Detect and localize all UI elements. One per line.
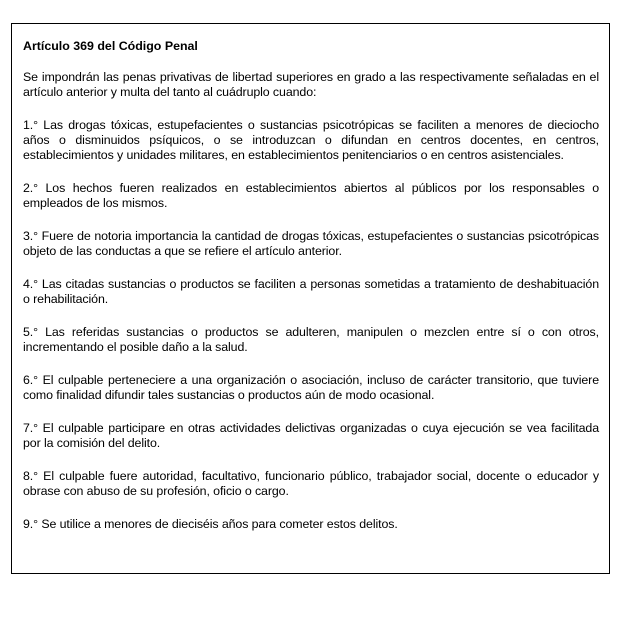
document-box xyxy=(11,23,610,574)
document-intro: Se impondrán las penas privativas de libertad superiores en grado a las respectivamente señaladas en el artículo anterior y multa del tanto al cuádruplo cuando: xyxy=(23,70,599,99)
document-item-2: 2.° Los hechos fueren realizados en establecimientos abiertos al públicos por los responsables o empleados de los mismos. xyxy=(23,181,599,210)
document-item-7: 7.° El culpable participare en otras actividades delictivas organizadas o cuya ejecución se vea facilitada por la comisión del delito. xyxy=(23,421,599,450)
document-item-3: 3.° Fuere de notoria importancia la cantidad de drogas tóxicas, estupefacientes o sustancias psicotrópicas objeto de las conductas a que se refiere el artículo anterior. xyxy=(23,229,599,258)
document-item-8: 8.° El culpable fuere autoridad, facultativo, funcionario público, trabajador social, docente o educador y obrase con abuso de su profesión, oficio o cargo. xyxy=(23,469,599,498)
document-item-1: 1.° Las drogas tóxicas, estupefacientes o sustancias psicotrópicas se faciliten a menores de dieciocho años o disminuidos psíquicos, o se introduzcan o difundan en centros docentes, en centros, establecimientos y unidades militares, en establecimientos penitenciarios o en centros asistenciales. xyxy=(23,118,599,162)
document-item-9: 9.° Se utilice a menores de dieciséis años para cometer estos delitos. xyxy=(23,517,398,531)
document-item-6: 6.° El culpable perteneciere a una organización o asociación, incluso de carácter transitorio, que tuviere como finalidad difundir tales sustancias o productos aún de modo ocasional. xyxy=(23,373,599,402)
document-title: Artículo 369 del Código Penal xyxy=(23,39,198,53)
document-item-4: 4.° Las citadas sustancias o productos se faciliten a personas sometidas a tratamiento de deshabituación o rehabilitación. xyxy=(23,277,599,306)
document-item-5: 5.° Las referidas sustancias o productos se adulteren, manipulen o mezclen entre sí o con otros, incrementando el posible daño a la salud. xyxy=(23,325,599,354)
